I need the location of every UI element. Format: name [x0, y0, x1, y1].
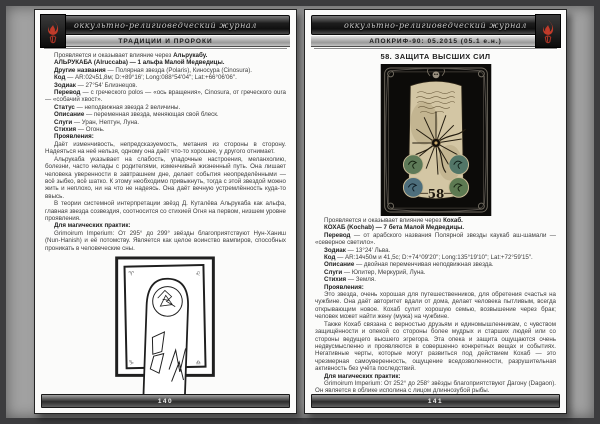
flame-emblem-icon	[539, 18, 557, 44]
text-line: Другие названия — Полярная звезда (Polaris), Киносура (Cinosura).	[54, 66, 252, 74]
text-line: Альрукаба указывает на слабость, упадочные настроения, меланхолию, болезни, часто нелады с родителями, изменчивый жизненный путь. Она лишает человека уверенности в завтрашнем дне, делает события неопределёнными — всё зыбко, всё шатко. К этому необходимо привыкнуть, тогда с этой звездой можно жить и неплохо, ни на что не надеясь. Она даёт вечную устремлённость куда-то ввысь.	[45, 155, 286, 200]
text-line: Стихия — Огонь.	[54, 126, 105, 134]
journal-logo	[535, 14, 561, 48]
text-line: Перевод — с греческого polos — «ось вращения», Cinosura, от греческого oura — «собачий хвост».	[45, 89, 286, 104]
kochab-card-figure	[305, 64, 566, 216]
flame-emblem-icon	[44, 18, 62, 44]
text-line: Также Кохаб связана с верностью друзьям и единомышленникам, с чувством защищённости и опекой со стороны более мудрых и старших людей или со стороны ведущего высшего эгрегора. Эта опека и защита ощущаются очень недвусмысленно и проявляются в совершенно конкретных вещах и событиях. Негативные черты, которые могут развиться под действием Кохаб — это чрезмерная самоуверенность, ощущение вседозволенности, разрушительная активность без учёта последствий.	[315, 320, 556, 373]
text-line: КОХАБ (Kochab) — 7 бета Малой Медведицы.	[324, 224, 465, 232]
text-line: Перевод — от арабского названия Полярной звезды каукаб аш-шамали — «северное светило».	[315, 231, 556, 247]
text-line: Grimoirum Imperium: От 252° до 258° звёзды благоприятствуют Дагону (Dagaon). Он является в облике исполина с лицом длиннозубой рыбы.	[315, 379, 556, 395]
svg-text:♌: ♌	[195, 271, 201, 278]
text-line: Для магических практик:	[54, 222, 131, 230]
text-line: Описание — двойная переменчивая неподвижная звезда.	[324, 261, 494, 269]
page-body-right	[315, 217, 556, 395]
svg-text:♈: ♈	[128, 271, 134, 278]
page-header-banner	[41, 15, 290, 46]
text-line: Слуги — Уран, Нептун, Луна.	[54, 118, 140, 126]
text-line: Код — AR:02ч51,8м; D:+89°16′; Long:088°54′04″; Lat:+66°06′06″.	[54, 74, 237, 82]
issue-info: АПОКРИФ-90: 05.2015 (05.1 е.н.)	[311, 36, 560, 47]
text-line: В теории системной интерпретации звёзд Д. Куталёва Альрукаба как альфа, главная звезда созвездия, соотносится со стихией Огня на первом, низшем уровне проявления.	[45, 200, 286, 222]
text-line: Это звезда, очень хорошая для путешественников, для обретения счастья на чужбине. Она даёт авторитет вдали от дома, делает человека пытливым, всегда открывающим новое. Кохаб сулит хорошую семью, возвышение через брак; человек может найти жену (мужа) на чужбине.	[315, 291, 556, 321]
text-line: Даёт изменчивость, непредсказуемость, метания из стороны в сторону. Надеяться на неё нельзя, одному она даёт что-то хорошее, у другого отнимает.	[45, 140, 286, 156]
text-line: Описание — переменная звезда, меняющая свой блеск.	[54, 111, 219, 119]
page-left[interactable]	[34, 9, 297, 414]
page-number: 140	[157, 397, 174, 405]
page-number-bar-right	[311, 394, 560, 408]
header-divider	[44, 48, 287, 49]
text-line: Проявляется и оказывает влияние через Альрукабу.	[54, 52, 208, 59]
article-title: 58. ЗАЩИТА ВЫСШИХ СИЛ	[380, 52, 491, 61]
card-number: 58	[427, 187, 444, 202]
text-line: Слуги — Юпитер, Меркурий, Луна.	[324, 268, 426, 276]
journal-script-title: оккультно-религиоведческий журнал	[41, 15, 290, 35]
text-line: Код — AR:14ч50м и 41,5с; D:+74°09′20″; Long:135°19′10″; Lat:+72°59′15″.	[324, 254, 533, 262]
journal-script-title: оккультно-религиоведческий журнал	[311, 15, 560, 35]
page-header-banner	[311, 15, 560, 46]
text-line: АЛЬРУКАБА (Alruccaba) — 1 альфа Малой Медведицы.	[54, 59, 225, 67]
page-right[interactable]	[304, 9, 567, 414]
text-line: Для магических практик:	[324, 372, 401, 380]
text-line: Проявляется и оказывает влияние через Кохаб.	[324, 217, 463, 224]
text-line: Статус — неподвижная звезда 2 величины.	[54, 103, 181, 111]
journal-logo	[40, 14, 66, 48]
text-line: Проявления:	[324, 283, 364, 291]
text-line: Grimoirum Imperium: От 295° до 299° звёзды благоприятствуют Нун-Ханиш (Nun-Hanish) и её потомству. Является как целое воинство вампиров, способных проникать в человеческие сны.	[45, 229, 286, 252]
text-line: Зодиак — 27°54′ Близнецов.	[54, 81, 138, 89]
page-body-left	[45, 52, 286, 252]
rubric-traditions: ТРАДИЦИИ И ПРОРОКИ	[41, 36, 290, 47]
text-line: Зодиак — 13°24′ Льва.	[324, 246, 391, 254]
svg-text:♎: ♎	[195, 360, 201, 367]
alrukaba-card-illustration	[112, 255, 220, 403]
text-line: Проявления:	[54, 133, 94, 141]
kochab-card-illustration	[380, 64, 492, 216]
header-divider	[314, 48, 557, 49]
svg-text:♑: ♑	[128, 360, 134, 367]
text-line: Стихия — Земля.	[324, 276, 376, 284]
page-number: 141	[427, 397, 444, 405]
page-number-bar-left	[41, 394, 290, 408]
alrukaba-card-figure	[35, 255, 296, 403]
